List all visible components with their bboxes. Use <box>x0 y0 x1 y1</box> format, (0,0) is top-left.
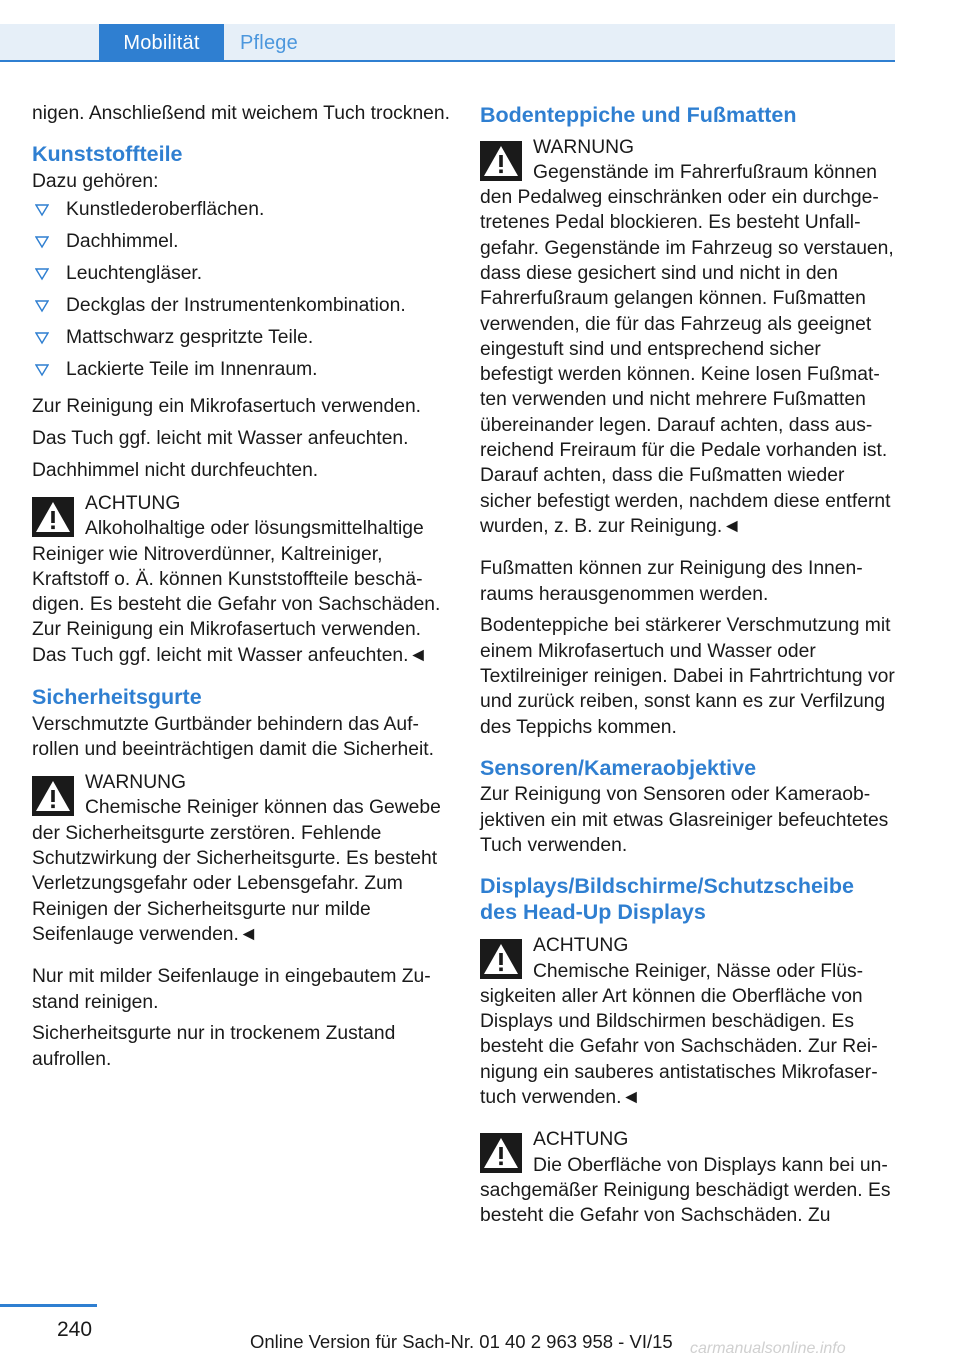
aufrollen-paragraph: Sicherheitsgurte nur in trockenem Zustand aufrollen. <box>32 1023 396 1070</box>
warning-triangle-icon <box>480 141 522 181</box>
list-item-text: Lackierte Teile im Innenraum. <box>66 359 318 381</box>
list-item-text: Leuchtengläser. <box>66 263 203 285</box>
notice-label: WARNUNG <box>85 772 187 794</box>
right-column <box>480 101 896 1245</box>
page-number: 240 <box>57 1318 93 1341</box>
list-item <box>32 260 450 292</box>
gurte-paragraph: Verschmutzte Gurtbänder behindern das Aufrollen und beeinträchtigen damit die Sicherheit. <box>32 713 434 760</box>
sensoren-paragraph: Zur Reinigung von Sensoren oder Kameraobjektiven ein mit etwas Glasreiniger befeuchtetes Tuch verwenden. <box>480 784 889 856</box>
list-item <box>32 228 450 260</box>
notice-text: Chemische Reiniger, Nässe oder Flüssigkeiten aller Art können die Oberfläche von Displays und Bildschirmen beschädigen. Es besteht die Gefahr von Sachschäden. Zur Reinigung ein sauberes antistatisches Mikrofasertuch verwenden.◄ <box>480 960 878 1108</box>
notice-label: ACHTUNG <box>533 935 629 957</box>
notice-text: Alkoholhaltige oder lösungsmittelhaltige Reiniger wie Nitroverdünner, Kaltreiniger, Kraftstoff o. Ä. können Kunststoffteile beschädigen. Es besteht die Gefahr von Sachschäden. Zur Reinigung ein Mikrofasertuch verwenden. Das Tuch ggf. leicht mit Wasser anfeuchten.◄ <box>32 518 441 666</box>
notice-achtung-oberflaeche <box>480 1127 896 1228</box>
kunststoff-bullet-list <box>32 196 450 388</box>
bodenteppiche-paragraph: Bodenteppiche bei stärkerer Verschmutzung mit einem Mikrofasertuch und Wasser oder Textilreiniger reinigen. Dabei in Fahrtrichtung vor und zurück reiben, sonst kann es zur Verfilzung des Teppichs kommen. <box>480 615 895 738</box>
triangle-bullet-icon <box>35 235 49 249</box>
list-item <box>32 324 450 356</box>
intro-paragraph: nigen. Anschließend mit weichem Tuch trocknen. <box>32 103 450 124</box>
notice-text: Chemische Reiniger können das Gewebe der Sicherheitsgurte zerstören. Fehlende Schutzwirkung der Sicherheitsgurte. Es besteht Verletzungsgefahr oder Lebensgefahr. Zum Reinigen der Sicherheitsgurte nur milde Seifenlauge verwenden.◄ <box>32 797 441 945</box>
fussmatten-paragraph: Fußmatten können zur Reinigung des Innenraums herausgenommen werden. <box>480 558 863 605</box>
triangle-bullet-icon <box>35 299 49 313</box>
warning-triangle-icon <box>32 776 74 816</box>
heading-kunststoffteile: Kunststoffteile <box>32 142 183 167</box>
dazu-gehoeren-text: Dazu gehören: <box>32 170 159 192</box>
warning-triangle-icon <box>32 497 74 537</box>
triangle-bullet-icon <box>35 267 49 281</box>
seifenlauge-paragraph: Nur mit milder Seifenlauge in eingebautem Zustand reinigen. <box>32 966 431 1013</box>
page-header <box>0 24 895 62</box>
notice-text: Gegenstände im Fahrerfußraum können den Pedalweg einschränken oder ein durchgetretenes Pedal blockieren. Es besteht Unfallgefahr. Gegenstände im Fahrzeug so verstauen, dass diese gesichert sind und nicht in den Fahrerfußraum gelangen können. Fußmatten verwenden, die für das Fahrzeug als geeignet eingestuft sind und entsprechend sicher befestigt werden können. Keine losen Fußmatten verwenden und nicht mehrere Fußmatten übereinander legen. Darauf achten, dass ausreichend Freiraum für die Pedale vorhanden ist. Darauf achten, dass die Fußmatten wieder sicher befestigt werden, nachdem diese entfernt wurden, z. B. zur Reinigung.◄ <box>480 161 894 537</box>
list-item <box>32 292 450 324</box>
list-item-text: Mattschwarz gespritzte Teile. <box>66 327 314 349</box>
reinigung-paragraph: Zur Reinigung ein Mikrofasertuch verwenden. <box>32 396 422 418</box>
heading-sensoren: Sensoren/Kameraobjektive <box>480 755 757 780</box>
warning-triangle-icon <box>480 1133 522 1173</box>
heading-displays: Displays/Bildschirme/Schutzscheibe des Head-Up Displays <box>480 874 854 924</box>
triangle-bullet-icon <box>35 363 49 377</box>
tab-pflege[interactable]: Pflege <box>240 32 298 54</box>
notice-label: WARNUNG <box>533 136 635 158</box>
notice-warnung-fussraum <box>480 135 896 540</box>
footer-rule <box>0 1304 97 1307</box>
list-item-text: Kunstlederoberflächen. <box>66 199 265 221</box>
dachhimmel-paragraph: Dachhimmel nicht durchfeuchten. <box>32 459 319 481</box>
triangle-bullet-icon <box>35 331 49 345</box>
heading-sicherheitsgurte: Sicherheitsgurte <box>32 685 202 710</box>
triangle-bullet-icon <box>35 203 49 217</box>
watermark: carmanualsonline.info <box>690 1340 846 1357</box>
list-item-text: Deckglas der Instrumentenkombination. <box>66 295 406 317</box>
left-column <box>32 101 450 1078</box>
warning-triangle-icon <box>480 939 522 979</box>
online-version-text: Online Version für Sach-Nr. 01 40 2 963 958 - VI/15 <box>250 1331 673 1352</box>
notice-text: Die Oberfläche von Displays kann bei unsachgemäßer Reinigung beschädigt werden. Es besteht die Gefahr von Sachschäden. Zu <box>480 1154 891 1227</box>
notice-label: ACHTUNG <box>85 492 181 514</box>
notice-label: ACHTUNG <box>533 1129 629 1151</box>
list-item-text: Dachhimmel. <box>66 231 179 253</box>
tuch-paragraph: Das Tuch ggf. leicht mit Wasser anfeuchten. <box>32 427 409 449</box>
notice-achtung-displays <box>480 933 896 1110</box>
tab-mobilitaet[interactable]: Mobilität <box>99 24 224 62</box>
heading-bodenteppiche: Bodenteppiche und Fußmatten <box>480 103 797 127</box>
list-item <box>32 196 450 228</box>
notice-warnung-gurte <box>32 770 450 947</box>
list-item <box>32 356 450 388</box>
notice-achtung-kunststoff <box>32 491 450 668</box>
